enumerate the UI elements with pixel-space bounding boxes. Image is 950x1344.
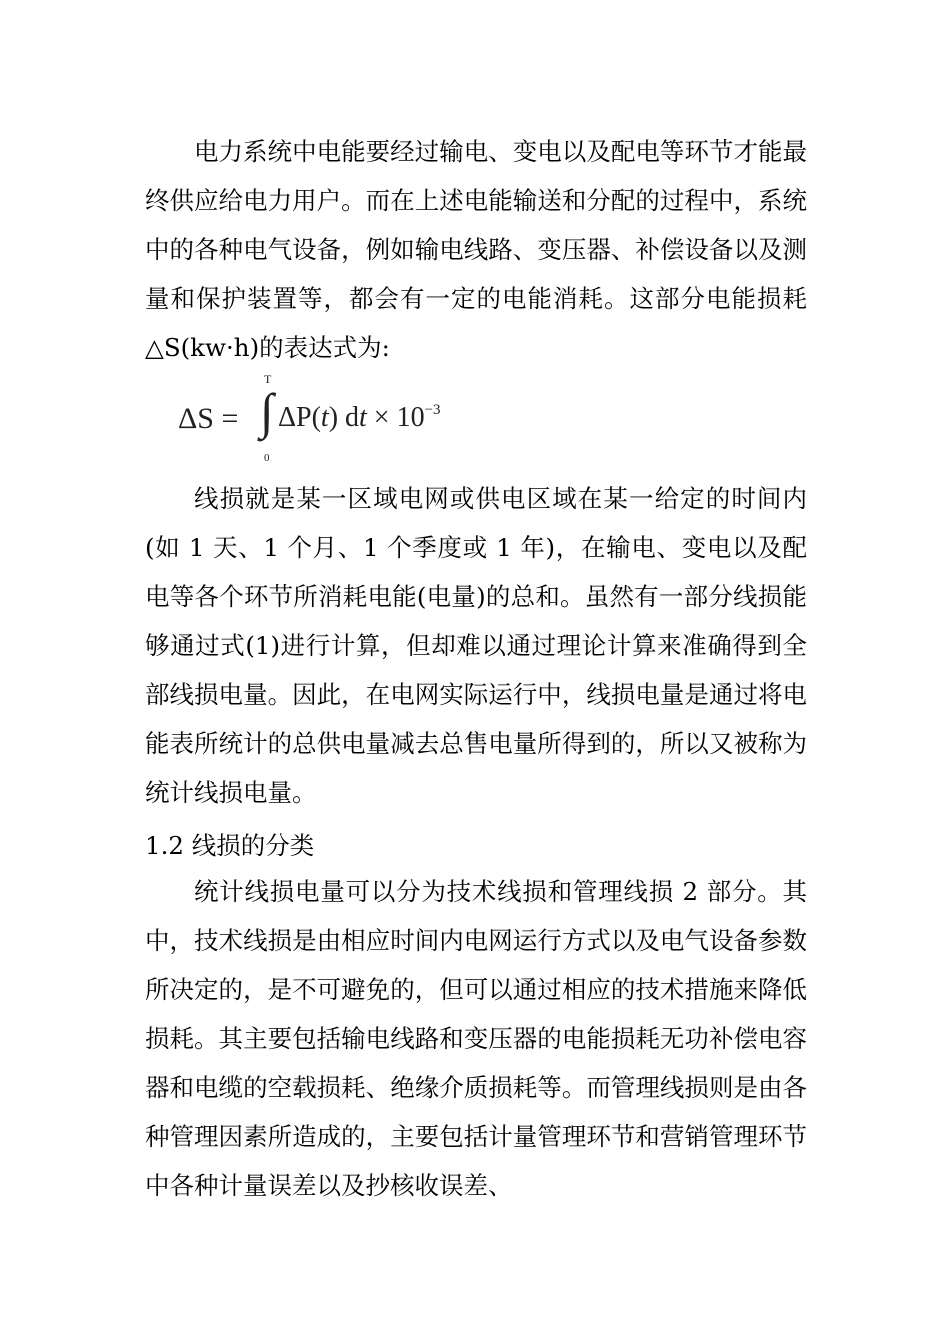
formula-lhs: ΔS = (178, 402, 239, 435)
paragraph-classification (145, 867, 807, 1210)
formula-d: d (345, 402, 360, 433)
formula-dt-var: t (359, 402, 367, 433)
formula-exponent: −3 (424, 402, 441, 418)
section-heading: 1.2 线损的分类 (145, 831, 315, 860)
loss-formula (178, 372, 498, 467)
formula-delta-p: ΔP( (278, 402, 321, 433)
integral-lower-limit: 0 (264, 452, 270, 464)
paragraph-line-loss-text: 线损就是某一区域电网或供电区域在某一给定的时间内(如 1 天、1 个月、1 个季度或 1 年)，在输电、变电以及配电等各个环节所消耗电能(电量)的总和。虽然有一部分线损能够通过式(1)进行计算，但却难以通过理论计算来准确得到全部线损电量。因此，在电网实际运行中，线损电量是通过将电能表所统计的总供电量减去总售电量所得到的，所以又被称为统计线损电量。 (145, 484, 807, 807)
formula-rhs (278, 402, 441, 434)
paragraph-intro (145, 127, 807, 372)
formula-t-var: t (320, 402, 329, 433)
paragraph-classification-text: 统计线损电量可以分为技术线损和管理线损 2 部分。其中，技术线损是由相应时间内电网运行方式以及电气设备参数所决定的，是不可避免的，但可以通过相应的技术措施来降低损耗。其主要包括输电线路和变压器的电能损耗无功补偿电容器和电缆的空载损耗、绝缘介质损耗等。而管理线损则是由各种管理因素所造成的，主要包括计量管理环节和营销管理环节中各种计量误差以及抄核收误差、 (145, 877, 807, 1200)
integral-upper-limit: T (264, 372, 272, 386)
paragraph-line-loss (145, 474, 807, 817)
formula-times: × 10 (373, 402, 425, 433)
paragraph-intro-text: 电力系统中电能要经过输电、变电以及配电等环节才能最终供应给电力用户。而在上述电能输送和分配的过程中，系统中的各种电气设备，例如输电线路、变压器、补偿设备以及测量和保护装置等，都会有一定的电能消耗。这部分电能损耗△S(kw·h)的表达式为: (145, 137, 807, 362)
integral-sign: ∫ (260, 383, 274, 439)
formula-close-paren: ) (328, 402, 339, 433)
